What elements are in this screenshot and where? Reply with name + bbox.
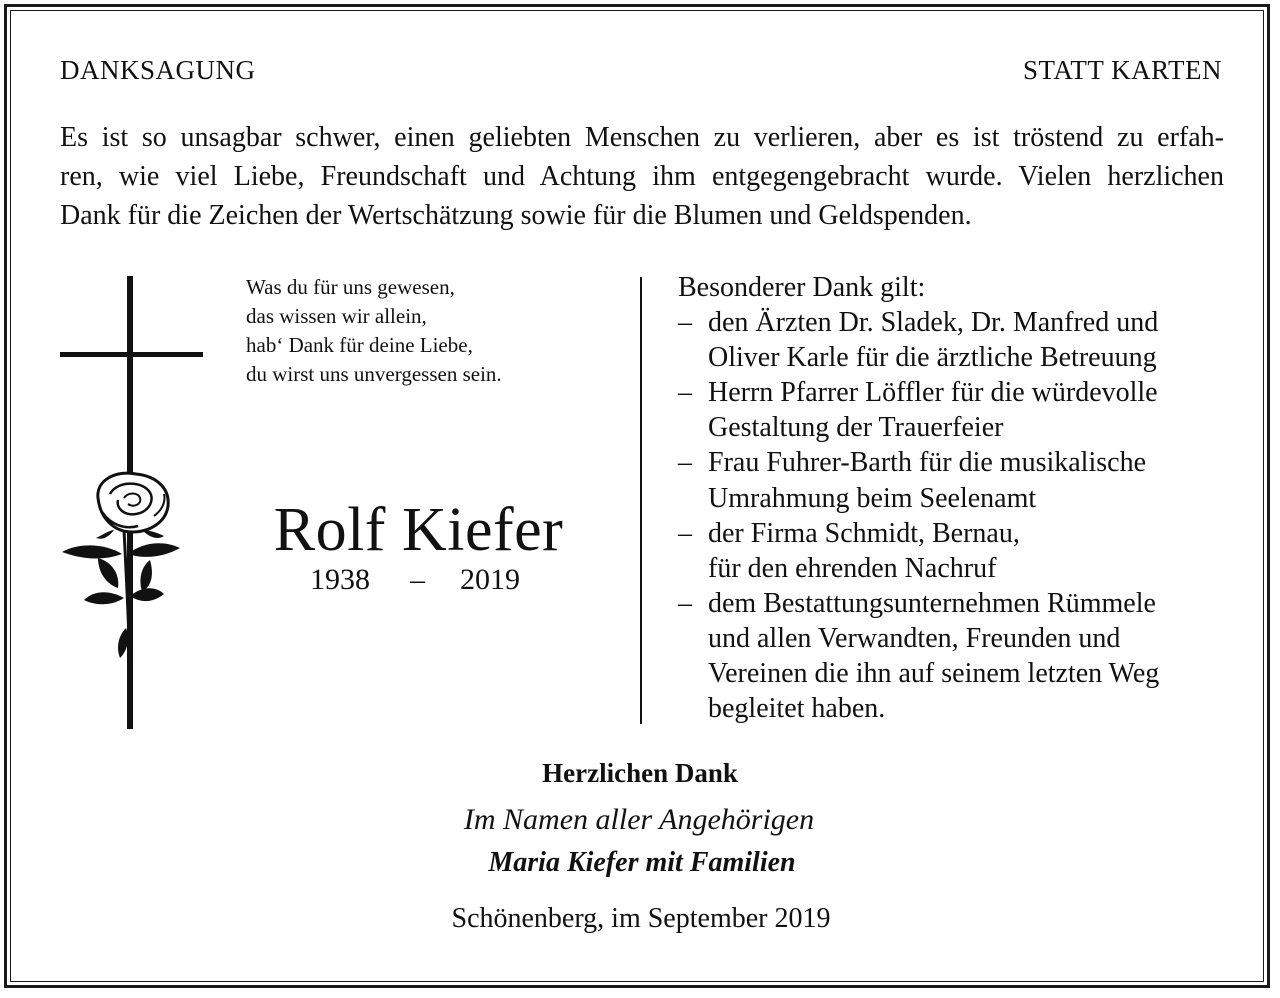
heading-statt-karten: STATT KARTEN [1023,55,1222,85]
list-item [678,586,1159,621]
poem-line: hab‘ Dank für deine Liebe, [246,333,473,357]
special-thanks [678,270,1159,726]
list-dash: – [678,307,692,339]
family-signature: Maria Kiefer mit Familien [488,847,796,878]
poem [246,273,502,389]
list-item-continuation [678,410,1159,445]
list-item-line: Vereinen die ihn auf seinem letzten Weg [708,658,1160,690]
poem-line: Was du für uns gewesen, [246,275,455,299]
intro-paragraph [60,118,1224,235]
list-item-line: Umrahmung beim Seelenamt [708,482,1037,514]
column-divider [640,277,642,724]
list-item-continuation [678,340,1159,375]
death-year: 2019 [460,563,520,596]
list-item-line: Herrn Pfarrer Löffler für die würdevolle [708,377,1158,409]
list-item-continuation [678,481,1159,516]
poem-line: das wissen wir allein, [246,304,427,328]
list-dash: – [678,587,692,619]
rose-icon [58,468,188,668]
list-item-line: den Ärzten Dr. Sladek, Dr. Manfred und [708,307,1159,339]
list-item-line: Oliver Karle für die ärztliche Betreuung [708,342,1157,374]
special-thanks-heading: Besonderer Dank gilt: [678,272,926,303]
list-item-line: begleitet haben. [708,693,886,725]
poem-line: du wirst uns unvergessen sein. [246,362,502,386]
list-item-continuation [678,691,1159,726]
list-item-line: der Firma Schmidt, Bernau, [708,517,1020,549]
list-item [678,305,1159,340]
list-item-line: Frau Fuhrer-Barth für die musikalische [708,447,1146,479]
list-item [678,445,1159,480]
list-dash: – [678,517,692,549]
list-item-line: Gestaltung der Trauerfeier [708,412,1004,444]
closing-thanks: Herzlichen Dank [542,758,738,788]
list-item-continuation [678,656,1159,691]
heading-danksagung: DANKSAGUNG [60,55,256,85]
birth-year: 1938 [310,563,370,596]
place-date: Schönenberg, im September 2019 [451,903,831,934]
years-dash: – [410,563,425,596]
intro-line: ren, wie viel Liebe, Freundschaft und Achtung ihm entgegengebracht wurde. Vielen herzlichen [60,161,1224,192]
list-item-continuation [678,621,1159,656]
list-item [678,375,1159,410]
list-item [678,516,1159,551]
list-item-line: und allen Verwandten, Freunden und [708,622,1121,654]
list-item-line: für den ehrenden Nachruf [708,552,997,584]
list-dash: – [678,447,692,479]
intro-line: Dank für die Zeichen der Wertschätzung sowie für die Blumen und Geldspenden. [60,200,972,231]
deceased-name: Rolf Kiefer [273,496,564,564]
intro-line: Es ist so unsagbar schwer, einen geliebten Menschen zu verlieren, aber es ist tröstend zu erfah- [60,122,1224,153]
on-behalf-line: Im Namen aller Angehörigen [463,803,815,836]
list-dash: – [678,377,692,409]
cross-horizontal-bar [60,352,203,357]
list-item-continuation [678,551,1159,586]
list-item-line: dem Bestattungsunternehmen Rümmele [708,587,1156,619]
